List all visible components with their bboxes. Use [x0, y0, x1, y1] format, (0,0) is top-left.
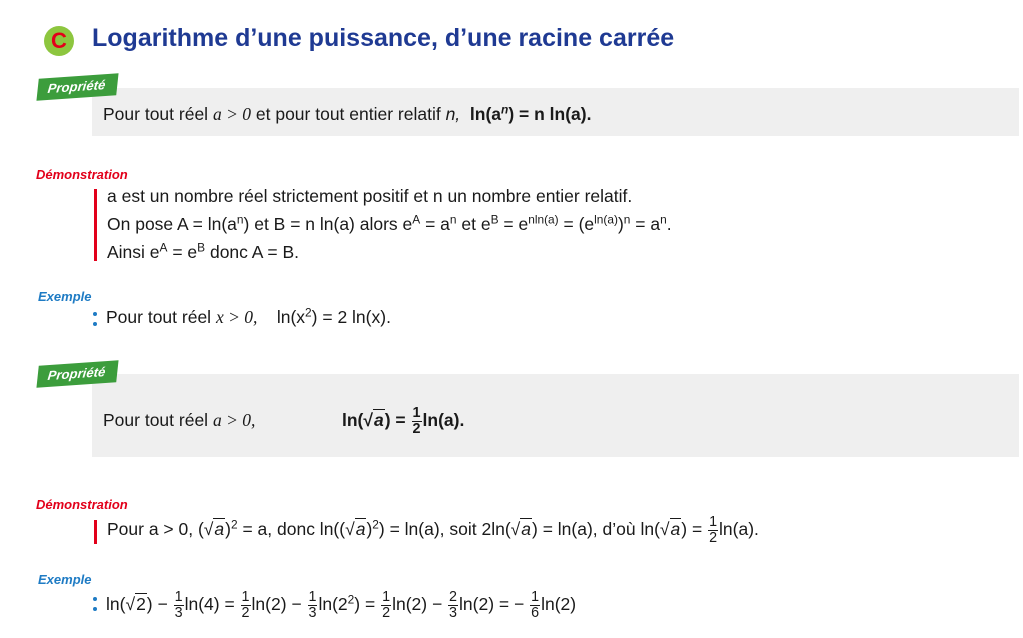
section-title: Logarithme d’une puissance, d’une racine carrée: [92, 24, 675, 52]
example-dot: [93, 312, 97, 316]
example-1-text: Pour tout réel x > 0, $\ln(x^2) = 2$ ln(x).: [106, 305, 391, 327]
example-label-2: Exemple: [38, 572, 92, 587]
example-label-1: Exemple: [38, 289, 92, 304]
property-2-formula: ln(√a) = $\frac{1}{2}$ ln(a).: [342, 404, 465, 437]
demonstration-bar-2: [94, 520, 97, 544]
demo2-line: Pour a > 0, $(√a)^2 = a$, donc $\ln((√a)^2) = \ln(a)$, soit 2ln(√a) = ln(a), d’où ln(√a) = $\frac{1}{2}$ ln(a).: [107, 513, 759, 546]
property-1-statement: Pour tout réel a > 0 et pour tout entier relatif n, $\ln(a^n) = n$ ln(a).: [103, 102, 592, 124]
demo1-line1: a est un nombre réel strictement positif et n un nombre entier relatif.: [107, 186, 633, 206]
example-dot: [93, 322, 97, 326]
demo1-line2: On pose $A = \ln(a^n)$ et B = n ln(a) alors $e^A = a^n$ et $e^B = e^{nln(a)} = (e^{ln(a)})^n = a^n$.: [107, 212, 672, 234]
demonstration-label-2: Démonstration: [36, 497, 128, 512]
example-2-text: ln(√2) − $\frac{1}{3}$ ln(4) = $\frac{1}{2}$ ln(2) − $\frac{1}{3}$ $\ln(2^2)$ = $\frac{1}{2}$ ln(2) − $\frac{2}{3}$ ln(2) = − $\frac{1}{6}$ ln(2): [106, 588, 577, 621]
example-dot: [93, 607, 97, 611]
property-tag-2: Propriété: [36, 360, 118, 387]
example-dot: [93, 597, 97, 601]
demonstration-label-1: Démonstration: [36, 167, 128, 182]
section-badge: C: [44, 26, 74, 56]
property-2-condition: Pour tout réel a > 0,: [103, 410, 256, 430]
demonstration-bar-1: [94, 189, 97, 261]
property-tag-1: Propriété: [36, 73, 118, 100]
demo1-line3: Ainsi $e^A = e^B$ donc A = B.: [107, 240, 299, 262]
